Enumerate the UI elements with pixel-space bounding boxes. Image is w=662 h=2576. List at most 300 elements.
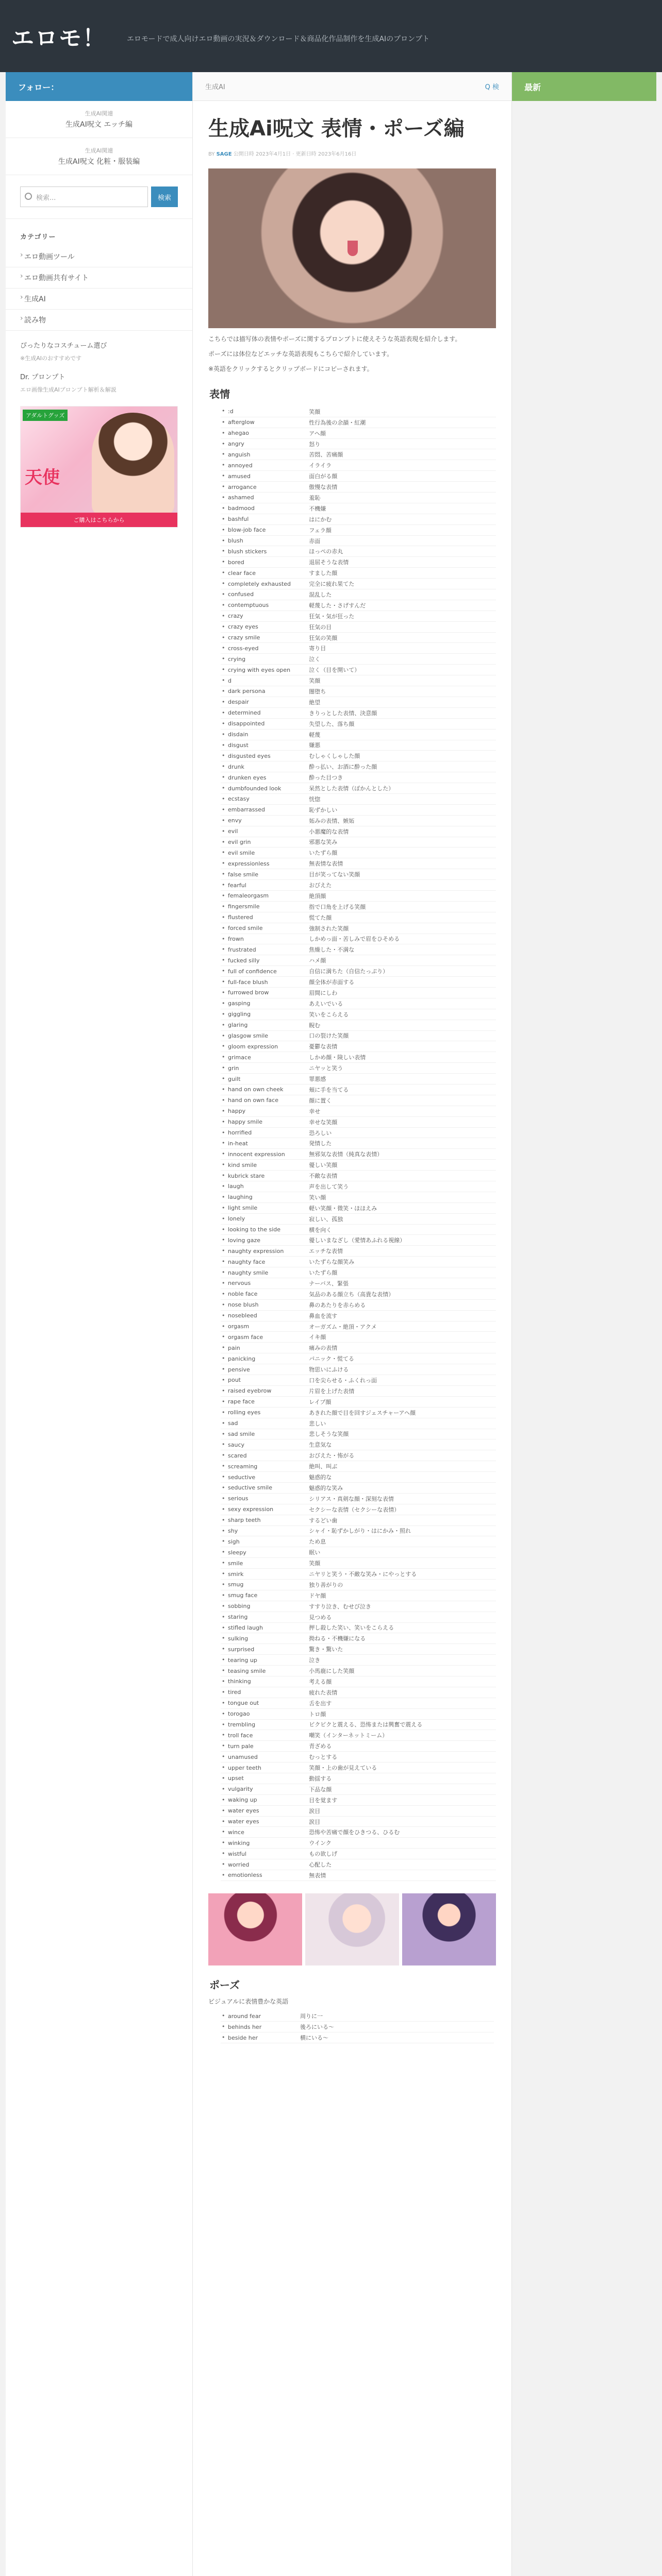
english-term[interactable]: • bored xyxy=(221,557,307,568)
english-term[interactable]: • sulking xyxy=(221,1633,307,1644)
featured-link[interactable]: 生成AI呪文 エッチ編 xyxy=(65,121,133,129)
category-item[interactable]: › 生成AI xyxy=(6,289,192,310)
english-term[interactable]: • kubrick stare xyxy=(221,1171,307,1181)
sidebar-text-1-sub: ※生成AIのおすすめです xyxy=(20,354,82,362)
english-term[interactable]: • drunk xyxy=(221,761,307,772)
english-term[interactable]: • wince xyxy=(221,1827,307,1838)
japanese-meaning: 傲慢な表情 xyxy=(307,482,496,493)
english-term[interactable]: • glasgow smile xyxy=(221,1030,307,1041)
english-term[interactable]: • contemptuous xyxy=(221,600,307,611)
english-term[interactable]: • winking xyxy=(221,1838,307,1849)
search-input[interactable] xyxy=(20,187,148,207)
japanese-meaning: 泣く xyxy=(307,654,496,665)
pose-table xyxy=(221,2011,494,2043)
english-term[interactable]: • lonely xyxy=(221,1213,307,1224)
author-link[interactable]: SAGE xyxy=(216,151,232,157)
table-row xyxy=(221,761,496,772)
table-row xyxy=(221,1257,496,1267)
japanese-meaning: しかめ顔・険しい表情 xyxy=(307,1052,496,1063)
english-term[interactable]: • completely exhausted xyxy=(221,579,307,589)
table-row xyxy=(221,1794,496,1805)
english-term[interactable]: • crazy xyxy=(221,611,307,621)
english-term[interactable]: • thinking xyxy=(221,1676,307,1687)
english-term[interactable]: • happy smile xyxy=(221,1116,307,1127)
english-term[interactable]: • naughty expression xyxy=(221,1246,307,1257)
table-row xyxy=(221,1213,496,1224)
english-term[interactable]: • drunken eyes xyxy=(221,772,307,783)
english-term[interactable]: • full of confidence xyxy=(221,966,307,977)
english-term[interactable]: • ecstasy xyxy=(221,793,307,804)
english-term[interactable]: • waking up xyxy=(221,1794,307,1805)
english-term[interactable]: • sexy expression xyxy=(221,1504,307,1515)
english-term[interactable]: • blush xyxy=(221,535,307,546)
japanese-meaning: 無邪気な表情（純真な表情） xyxy=(307,1149,496,1160)
follow-tab[interactable]: フォロー： xyxy=(6,72,192,101)
english-term[interactable]: • sad xyxy=(221,1418,307,1429)
english-term[interactable]: • grimace xyxy=(221,1052,307,1063)
japanese-meaning: 狂気の笑顔 xyxy=(307,632,496,643)
english-term[interactable]: • trembling xyxy=(221,1719,307,1730)
english-term[interactable]: • behinds her xyxy=(221,2022,298,2032)
english-term[interactable]: • amused xyxy=(221,471,307,482)
japanese-meaning: ハメ顔 xyxy=(307,955,496,966)
english-term[interactable]: • ahegao xyxy=(221,428,307,438)
table-row xyxy=(221,460,496,471)
table-row xyxy=(221,1859,496,1870)
table-row xyxy=(221,1655,496,1666)
english-term[interactable]: • ashamed xyxy=(221,493,307,503)
search-icon xyxy=(25,193,32,200)
english-term[interactable]: • fearful xyxy=(221,880,307,891)
english-term[interactable]: • bashful xyxy=(221,514,307,524)
english-term[interactable]: • troll face xyxy=(221,1730,307,1741)
japanese-meaning: 心配した xyxy=(307,1859,496,1870)
japanese-meaning: 罪悪感 xyxy=(307,1074,496,1084)
table-row xyxy=(221,1536,496,1547)
sidebar-text-2[interactable]: Dr. プロンプト xyxy=(20,373,65,381)
japanese-meaning: 軽い笑顔・微笑・ほほえみ xyxy=(307,1202,496,1213)
english-term[interactable]: • crying with eyes open xyxy=(221,665,307,675)
category-item[interactable]: › エロ動画ツール xyxy=(6,246,192,267)
english-term[interactable]: • in-heat xyxy=(221,1138,307,1149)
table-row xyxy=(221,675,496,686)
japanese-meaning: すました顔 xyxy=(307,568,496,579)
japanese-meaning: 周りに一 xyxy=(298,2011,494,2022)
table-row xyxy=(221,729,496,740)
english-term[interactable]: • disdain xyxy=(221,729,307,740)
english-term[interactable]: • confused xyxy=(221,589,307,600)
table-row xyxy=(221,1687,496,1698)
english-term[interactable]: • beside her xyxy=(221,2032,298,2043)
english-term[interactable]: • hand on own cheek xyxy=(221,1084,307,1095)
english-term[interactable]: • rolling eyes xyxy=(221,1407,307,1418)
japanese-meaning: いたずら顔 xyxy=(307,848,496,858)
expression-heading: 表情 xyxy=(209,388,230,401)
english-term[interactable]: • torogao xyxy=(221,1708,307,1719)
site-title[interactable]: エロモ！ xyxy=(11,25,106,52)
table-row xyxy=(221,1741,496,1752)
english-term[interactable]: • tongue out xyxy=(221,1698,307,1708)
table-row xyxy=(221,1526,496,1536)
table-row xyxy=(221,1547,496,1558)
table-row xyxy=(221,1870,496,1881)
table-row xyxy=(221,449,496,460)
japanese-meaning: 優しい笑顔 xyxy=(307,1160,496,1171)
english-term[interactable]: • nose blush xyxy=(221,1299,307,1310)
english-term[interactable]: • cross-eyed xyxy=(221,643,307,654)
english-term[interactable]: • dark persona xyxy=(221,686,307,697)
japanese-meaning: 顔に置く xyxy=(307,1095,496,1106)
japanese-meaning: もの欲しげ xyxy=(307,1849,496,1859)
english-term[interactable]: • evil smile xyxy=(221,848,307,858)
english-term[interactable]: • crazy eyes xyxy=(221,621,307,632)
english-term[interactable]: • annoyed xyxy=(221,460,307,471)
english-term[interactable]: • screaming xyxy=(221,1461,307,1472)
japanese-meaning: 邪悪な笑み xyxy=(307,837,496,848)
english-term[interactable]: • clear face xyxy=(221,568,307,579)
table-row xyxy=(221,1622,496,1633)
english-term[interactable]: • seductive smile xyxy=(221,1482,307,1493)
japanese-meaning: 完全に疲れ果てた xyxy=(307,579,496,589)
english-term[interactable]: • evil grin xyxy=(221,837,307,848)
japanese-meaning: 笑い顔 xyxy=(307,1192,496,1202)
japanese-meaning: 青ざめる xyxy=(307,1741,496,1752)
english-term[interactable]: • water eyes xyxy=(221,1816,307,1827)
japanese-meaning: 呆然とした表情（ぽかんとした） xyxy=(307,783,496,794)
english-term[interactable]: • nosebleed xyxy=(221,1310,307,1321)
featured-category: 生成AI関連 xyxy=(85,110,113,117)
english-term[interactable]: • anguish xyxy=(221,449,307,460)
english-term[interactable]: • grin xyxy=(221,1063,307,1074)
english-term[interactable]: • nervous xyxy=(221,1278,307,1289)
japanese-meaning: 悲しい xyxy=(307,1418,496,1429)
english-term[interactable]: • gasping xyxy=(221,998,307,1009)
category-item[interactable]: › 読み物 xyxy=(6,310,192,331)
japanese-meaning: ウインク xyxy=(307,1838,496,1849)
table-row xyxy=(221,1849,496,1859)
english-term[interactable]: • around fear xyxy=(221,2011,298,2022)
sidebar-ad-banner[interactable] xyxy=(20,406,178,528)
gallery-image[interactable] xyxy=(208,1893,302,1965)
sidebar-featured-1[interactable] xyxy=(6,101,192,138)
japanese-meaning: 片眉を上げた表情 xyxy=(307,1385,496,1396)
japanese-meaning: 目が笑ってない笑顔 xyxy=(307,869,496,880)
japanese-meaning: 狂気の目 xyxy=(307,621,496,632)
japanese-meaning: 悲しそうな笑顔 xyxy=(307,1429,496,1439)
english-term[interactable]: • saucy xyxy=(221,1439,307,1450)
english-term[interactable]: • unamused xyxy=(221,1752,307,1762)
japanese-meaning: 酔った目つき xyxy=(307,772,496,783)
japanese-meaning: 動揺する xyxy=(307,1773,496,1784)
english-term[interactable]: • water eyes xyxy=(221,1805,307,1816)
table-row xyxy=(221,1310,496,1321)
japanese-meaning: 鼻のあたりを赤らめる xyxy=(307,1299,496,1310)
japanese-meaning: 幸せな笑顔 xyxy=(307,1116,496,1127)
japanese-meaning: 無表情 xyxy=(307,1870,496,1881)
japanese-meaning: 発情した xyxy=(307,1138,496,1149)
english-term[interactable]: • surprised xyxy=(221,1644,307,1655)
table-row xyxy=(221,955,496,966)
japanese-meaning: シリアス・真剣な顔・深刻な表情 xyxy=(307,1493,496,1504)
english-term[interactable]: • arrogance xyxy=(221,482,307,493)
english-term[interactable]: • crying xyxy=(221,654,307,665)
english-term[interactable]: • noble face xyxy=(221,1289,307,1299)
breadcrumb[interactable]: 生成AI xyxy=(205,83,225,91)
meta-prefix: BY xyxy=(208,151,215,157)
ad-image xyxy=(92,413,174,516)
table-row xyxy=(221,1805,496,1816)
english-term[interactable]: • pensive xyxy=(221,1364,307,1375)
english-term[interactable]: • expressionless xyxy=(221,858,307,869)
english-term[interactable]: • blush stickers xyxy=(221,546,307,557)
main-topbar xyxy=(193,72,511,101)
japanese-meaning: 疲れた表情 xyxy=(307,1687,496,1698)
table-row xyxy=(221,1375,496,1386)
english-term[interactable]: • happy xyxy=(221,1106,307,1116)
category-heading: カテゴリー xyxy=(20,233,56,241)
japanese-meaning: 恍惚 xyxy=(307,793,496,804)
english-term[interactable]: • smug face xyxy=(221,1590,307,1601)
english-term[interactable]: • turn pale xyxy=(221,1741,307,1752)
english-term[interactable]: • naughty smile xyxy=(221,1267,307,1278)
english-term[interactable]: • frustrated xyxy=(221,944,307,955)
japanese-meaning: はにかむ xyxy=(307,514,496,524)
table-row xyxy=(221,1633,496,1644)
english-term[interactable]: • envy xyxy=(221,815,307,826)
english-term[interactable]: • worried xyxy=(221,1859,307,1870)
table-row xyxy=(221,901,496,912)
english-term[interactable]: • fucked silly xyxy=(221,955,307,966)
japanese-meaning: イライラ xyxy=(307,460,496,471)
english-term[interactable]: • despair xyxy=(221,697,307,707)
english-term[interactable]: • dumbfounded look xyxy=(221,783,307,794)
japanese-meaning: 苦悶、苦痛顔 xyxy=(307,449,496,460)
search-placeholder: 検索... xyxy=(36,194,56,202)
english-term[interactable]: • giggling xyxy=(221,1009,307,1020)
english-term[interactable]: • smile xyxy=(221,1558,307,1569)
english-term[interactable]: • raised eyebrow xyxy=(221,1385,307,1396)
english-term[interactable]: • orgasm face xyxy=(221,1332,307,1343)
english-term[interactable]: • upset xyxy=(221,1773,307,1784)
japanese-meaning: 退屈そうな表情 xyxy=(307,557,496,568)
table-row xyxy=(221,804,496,815)
english-term[interactable]: • rape face xyxy=(221,1396,307,1407)
english-term[interactable]: • furrowed brow xyxy=(221,987,307,998)
english-term[interactable]: • shy xyxy=(221,1526,307,1536)
english-term[interactable]: • embarrassed xyxy=(221,804,307,815)
table-row xyxy=(221,1396,496,1407)
sidebar-text-1[interactable]: ぴったりなコスチューム選び xyxy=(20,342,107,350)
english-term[interactable]: • scared xyxy=(221,1450,307,1461)
right-sidebar xyxy=(512,72,656,2576)
featured-link[interactable]: 生成AI呪文 化粧・服装編 xyxy=(58,158,140,166)
table-row xyxy=(221,1020,496,1030)
english-term[interactable]: • badmood xyxy=(221,503,307,514)
table-row xyxy=(221,1676,496,1687)
gallery-image[interactable] xyxy=(402,1893,496,1965)
table-row xyxy=(221,503,496,514)
english-term[interactable]: • disgusted eyes xyxy=(221,751,307,761)
meta-dates: 公開日時 2023年4月1日 · 更新日時 2023年6月16日 xyxy=(233,151,357,157)
english-term[interactable]: • serious xyxy=(221,1493,307,1504)
english-term[interactable]: • teasing smile xyxy=(221,1666,307,1676)
english-term[interactable]: • naughty face xyxy=(221,1257,307,1267)
english-term[interactable]: • laugh xyxy=(221,1181,307,1192)
table-row xyxy=(221,1569,496,1580)
table-row xyxy=(221,1644,496,1655)
english-term[interactable]: • smirk xyxy=(221,1569,307,1580)
gallery-image[interactable] xyxy=(305,1893,399,1965)
table-row xyxy=(221,815,496,826)
english-term[interactable]: • fingersmile xyxy=(221,901,307,912)
table-row xyxy=(221,890,496,901)
english-term[interactable]: • determined xyxy=(221,707,307,718)
english-term[interactable]: • glaring xyxy=(221,1020,307,1030)
japanese-meaning: 軽蔑した・さげすんだ xyxy=(307,600,496,611)
japanese-meaning: むしゃくしゃした顔 xyxy=(307,751,496,761)
japanese-meaning: 笑顔 xyxy=(307,675,496,686)
english-term[interactable]: • light smile xyxy=(221,1202,307,1213)
japanese-meaning: おびえた・怖がる xyxy=(307,1450,496,1461)
table-row xyxy=(221,1171,496,1181)
table-row xyxy=(221,1116,496,1127)
english-term[interactable]: • blow-job face xyxy=(221,524,307,535)
english-term[interactable]: • smug xyxy=(221,1579,307,1590)
english-term[interactable]: • evil xyxy=(221,826,307,837)
japanese-meaning: 自信に満ちた（自信たっぷり） xyxy=(307,966,496,977)
table-row xyxy=(221,1482,496,1493)
japanese-meaning: シャイ・恥ずかしがり・はにかみ・照れ xyxy=(307,1526,496,1536)
latest-tab[interactable]: 最新 xyxy=(512,72,656,101)
table-row xyxy=(221,1009,496,1020)
japanese-meaning: 目を覚ます xyxy=(307,1794,496,1805)
english-term[interactable]: • disappointed xyxy=(221,718,307,729)
english-term[interactable]: • tearing up xyxy=(221,1655,307,1666)
japanese-meaning: 眉間にしわ xyxy=(307,987,496,998)
english-term[interactable]: • pain xyxy=(221,1343,307,1353)
table-row xyxy=(221,2032,494,2043)
english-term[interactable]: • frown xyxy=(221,934,307,944)
japanese-meaning: 泣く（目を開いて） xyxy=(307,665,496,675)
english-term[interactable]: • sleepy xyxy=(221,1547,307,1558)
english-term[interactable]: • sad smile xyxy=(221,1429,307,1439)
english-term[interactable]: • vulgarity xyxy=(221,1784,307,1794)
english-term[interactable]: • d xyxy=(221,675,307,686)
table-row xyxy=(221,493,496,503)
english-term[interactable]: • upper teeth xyxy=(221,1762,307,1773)
japanese-meaning: 泣き xyxy=(307,1655,496,1666)
table-row xyxy=(221,600,496,611)
table-row xyxy=(221,1299,496,1310)
japanese-meaning: ナーバス、緊張 xyxy=(307,1278,496,1289)
table-row xyxy=(221,1601,496,1612)
table-row xyxy=(221,1666,496,1676)
table-row xyxy=(221,1472,496,1483)
sidebar-featured-2[interactable] xyxy=(6,138,192,175)
japanese-meaning: 小悪魔的な表情 xyxy=(307,826,496,837)
english-term[interactable]: • pout xyxy=(221,1375,307,1386)
intro-paragraph: ポーズには体位などエッチな英語表現もこちらで紹介しています。 xyxy=(208,350,393,358)
english-term[interactable]: • emotionless xyxy=(221,1870,307,1881)
japanese-meaning: 笑いをこらえる xyxy=(307,1009,496,1020)
english-term[interactable]: • wistful xyxy=(221,1849,307,1859)
japanese-meaning: 生意気な xyxy=(307,1439,496,1450)
japanese-meaning: むっとする xyxy=(307,1752,496,1762)
japanese-meaning: 嘲笑（インターネットミーム） xyxy=(307,1730,496,1741)
english-term[interactable]: • femaleorgasm xyxy=(221,890,307,901)
english-term[interactable]: • afterglow xyxy=(221,417,307,428)
english-term[interactable]: • hand on own face xyxy=(221,1095,307,1106)
table-row xyxy=(221,772,496,783)
english-term[interactable]: • innocent expression xyxy=(221,1149,307,1160)
english-term[interactable]: • sharp teeth xyxy=(221,1515,307,1526)
english-term[interactable]: • seductive xyxy=(221,1472,307,1483)
category-item[interactable]: › エロ動画共有サイト xyxy=(6,267,192,289)
table-row xyxy=(221,1773,496,1784)
japanese-meaning: あきれた顔で目を回すジェスチャーアヘ顔 xyxy=(307,1407,496,1418)
table-row xyxy=(221,1138,496,1149)
table-row xyxy=(221,1590,496,1601)
english-term[interactable]: • false smile xyxy=(221,869,307,880)
english-term[interactable]: • angry xyxy=(221,438,307,449)
english-term[interactable]: • looking to the side xyxy=(221,1224,307,1235)
english-term[interactable]: • laughing xyxy=(221,1192,307,1202)
english-term[interactable]: • :d xyxy=(221,406,307,417)
table-row xyxy=(221,1762,496,1773)
table-row xyxy=(221,1246,496,1257)
japanese-meaning: 混乱した xyxy=(307,589,496,600)
japanese-meaning: 涙目 xyxy=(307,1816,496,1827)
search-button[interactable]: 検索 xyxy=(151,187,178,207)
japanese-meaning: 恥ずかしい xyxy=(307,804,496,815)
english-term[interactable]: • disgust xyxy=(221,740,307,751)
japanese-meaning: 声を出して笑う xyxy=(307,1181,496,1192)
english-term[interactable]: • staring xyxy=(221,1612,307,1622)
post-meta xyxy=(208,149,496,157)
english-term[interactable]: • flustered xyxy=(221,912,307,923)
table-row xyxy=(221,632,496,643)
english-term[interactable]: • crazy smile xyxy=(221,632,307,643)
english-term[interactable]: • loving gaze xyxy=(221,1235,307,1246)
english-term[interactable]: • orgasm xyxy=(221,1321,307,1332)
english-term[interactable]: • horrified xyxy=(221,1127,307,1138)
english-term[interactable]: • sobbing xyxy=(221,1601,307,1612)
table-row xyxy=(221,944,496,955)
japanese-meaning: 強制された笑顔 xyxy=(307,923,496,934)
table-row xyxy=(221,1181,496,1192)
english-term[interactable]: • panicking xyxy=(221,1353,307,1364)
english-term[interactable]: • forced smile xyxy=(221,923,307,934)
japanese-meaning: 失望した、落ち顔 xyxy=(307,718,496,729)
table-row xyxy=(221,1332,496,1343)
japanese-meaning: 鼻血を流す xyxy=(307,1310,496,1321)
topbar-search[interactable] xyxy=(485,81,499,91)
ad-cta[interactable]: ご購入はこちらから xyxy=(21,513,177,527)
japanese-meaning: 物思いにふける xyxy=(307,1364,496,1375)
english-term[interactable]: • stifled laugh xyxy=(221,1622,307,1633)
english-term[interactable]: • gloom expression xyxy=(221,1041,307,1052)
english-term[interactable]: • guilt xyxy=(221,1074,307,1084)
english-term[interactable]: • full-face blush xyxy=(221,977,307,988)
table-row xyxy=(221,1235,496,1246)
table-row xyxy=(221,848,496,858)
japanese-meaning: きりっとした表情、決意顔 xyxy=(307,707,496,718)
english-term[interactable]: • tired xyxy=(221,1687,307,1698)
table-row xyxy=(221,718,496,729)
japanese-meaning: 闇堕ち xyxy=(307,686,496,697)
english-term[interactable]: • kind smile xyxy=(221,1160,307,1171)
english-term[interactable]: • sigh xyxy=(221,1536,307,1547)
